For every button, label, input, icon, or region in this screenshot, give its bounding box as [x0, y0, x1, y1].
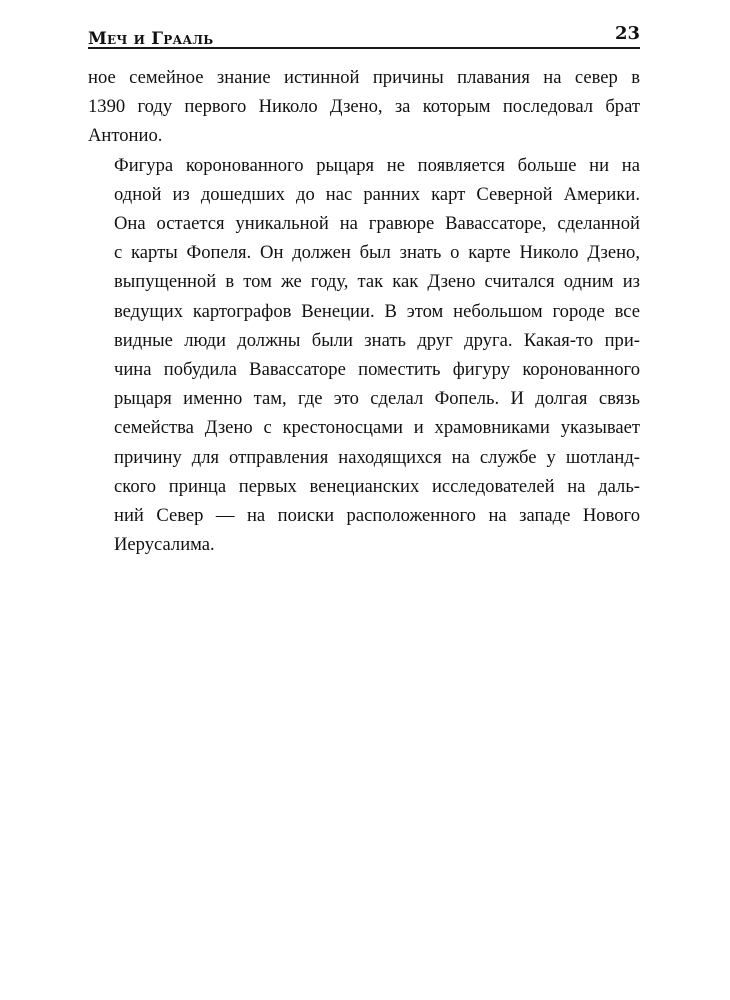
text-line: Она остается уникальной на гравюре Вавассаторе, сделанной — [114, 213, 640, 235]
text-line: семейства Дзено с крестоносцами и храмовниками указывает — [114, 417, 640, 439]
text-line: Иерусалима. — [114, 534, 215, 556]
running-title: Меч и Грааль — [88, 29, 214, 49]
text-line: Фигура коронованного рыцаря не появляется больше ни на — [114, 154, 640, 176]
page-number: 23 — [614, 23, 640, 44]
text-line: видные люди должны были знать друг друга. Какая-то при- — [114, 329, 640, 351]
text-line: ное семейное знание истинной причины плавания на север в — [88, 67, 640, 88]
text-line: ведущих картографов Венеции. В этом небольшом городе все — [114, 300, 640, 322]
text-line: с карты Фопеля. Он должен был знать о карте Николо Дзено, — [114, 242, 640, 264]
body-text — [88, 63, 640, 559]
text-line: ского принца первых венецианских исследователей на даль- — [114, 475, 640, 497]
book-page — [88, 22, 640, 559]
text-line: ний Север — на поиски расположенного на западе Нового — [114, 505, 640, 527]
text-line: выпущенной в том же году, так как Дзено считался одним из — [114, 271, 640, 293]
running-header — [88, 22, 640, 49]
text-line: 1390 году первого Николо Дзено, за которым последовал брат — [88, 96, 640, 118]
paragraph — [88, 151, 640, 560]
text-line: Антонио. — [88, 125, 163, 147]
paragraph-continued — [88, 63, 640, 151]
text-line: рыцаря именно там, где это сделал Фопель. И долгая связь — [114, 388, 640, 410]
text-line: одной из дошедших до нас ранних карт Северной Америки. — [114, 183, 640, 205]
text-line: чина побудила Вавассаторе поместить фигуру коронованного — [114, 359, 640, 381]
text-line: причину для отправления находящихся на службе у шотланд- — [114, 446, 640, 468]
